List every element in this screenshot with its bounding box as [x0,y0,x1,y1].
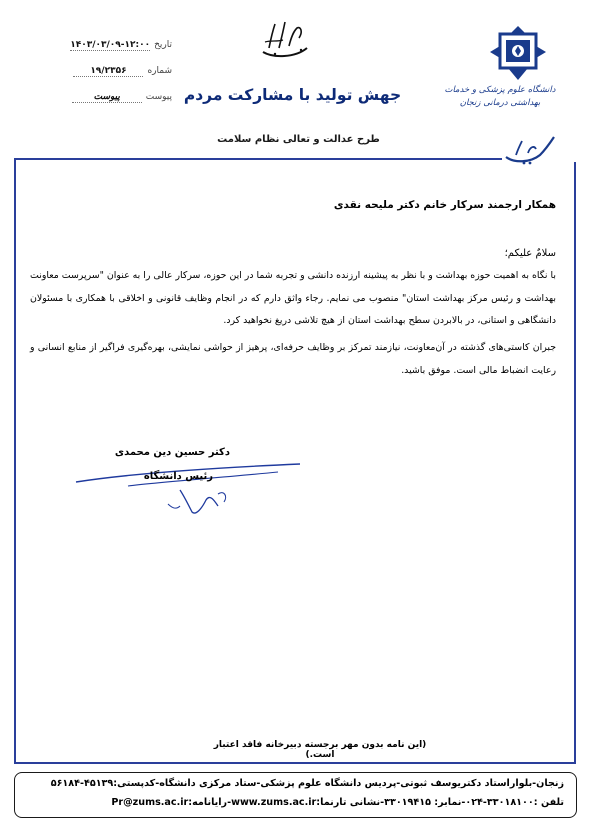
bismillah-calligraphy-icon [255,18,315,60]
number-label: شماره [147,66,172,76]
stamp-validity-note: (این نامه بدون مهر برجسته دبیرخانه فاقد اعتبار است.) [213,740,427,760]
frame-right-line [574,162,576,764]
letter-meta [22,40,172,118]
letter-paragraph-1: با نگاه به اهمیت حوزه بهداشت و با نظر به پیشینه ارزنده دانشی و تجربه شما در این حوزه، سرکار عالی را به عنوان "سرپرست معاونت بهداشت و رئیس مرکز بهداشت استان" منصوب می نمایم. رجاء واثق دارم که در انجام وظایف قانونی و اخلاقی با همکاری با مسئولان دانشگاهی و استانی، در بالابردن سطح بهداشت استان از هیچ تلاشی دریغ نخواهید کرد. [30,270,556,326]
frame-bottom-line [14,762,576,764]
signer-name: دکتر حسین دین محمدی [114,447,230,458]
date-label: تاریخ [154,40,172,50]
date-value: ۱۴۰۳/۰۳/۰۹-۱۲:۰۰ [70,40,151,50]
date-row [22,40,172,66]
letter-paragraph-2: جبران کاستی‌های گذشته در آن‌معاونت، نیازمند تمرکز بر وظایف حرفه‌ای، پرهیز از حواشی نمایشی، بهره‌گیری فراگیر از منابع انسانی و رعایت انضباط مالی است. موفق باشید. [30,342,556,376]
number-value: ۱۹/۲۳۵۶ [73,66,143,77]
footer-contact: تلفن :۳۳۰۱۸۱۰۰-۰۲۴-نمابر: ۳۳۰۱۹۴۱۵-نشانی تارنما:www.zums.ac.ir-رایانامه:Pr@zums.ac.ir [111,797,564,808]
slogan-subtitle: طرح عدالت و تعالی نظام سلامت [217,134,380,145]
letter-recipient: همکار ارجمند سرکار خانم دکتر ملیحه نقدی [333,199,556,211]
number-row [22,66,172,92]
frame-left-line [14,158,16,764]
president-calligraphy-icon [500,131,560,167]
attachment-value: پیوست [72,92,142,103]
university-name-line2: بهداشتی درمانی زنجان [459,98,541,108]
signer-title: رئیس دانشگاه [143,471,213,482]
university-name [440,84,560,110]
attachment-row [22,92,172,118]
slogan-title: جهش تولید با مشارکت مردم [183,86,402,104]
frame-top-line [14,158,502,160]
attachment-label: پیوست [145,92,172,102]
handwritten-signature [68,456,308,518]
letter-greeting: سلامٌ علیکم؛ [504,248,556,259]
university-name-line1: دانشگاه علوم پزشکی و خدمات [444,85,556,95]
footer-address: زنجان-بلواراستاد دکتریوسف ثبوتی-پردیس دانشگاه علوم پزشکی-ستاد مرکزی دانشگاه-کدپستی:۴۵۱۳۹-۵۶۱۸۴ [50,778,564,789]
university-emblem-icon [486,24,550,84]
